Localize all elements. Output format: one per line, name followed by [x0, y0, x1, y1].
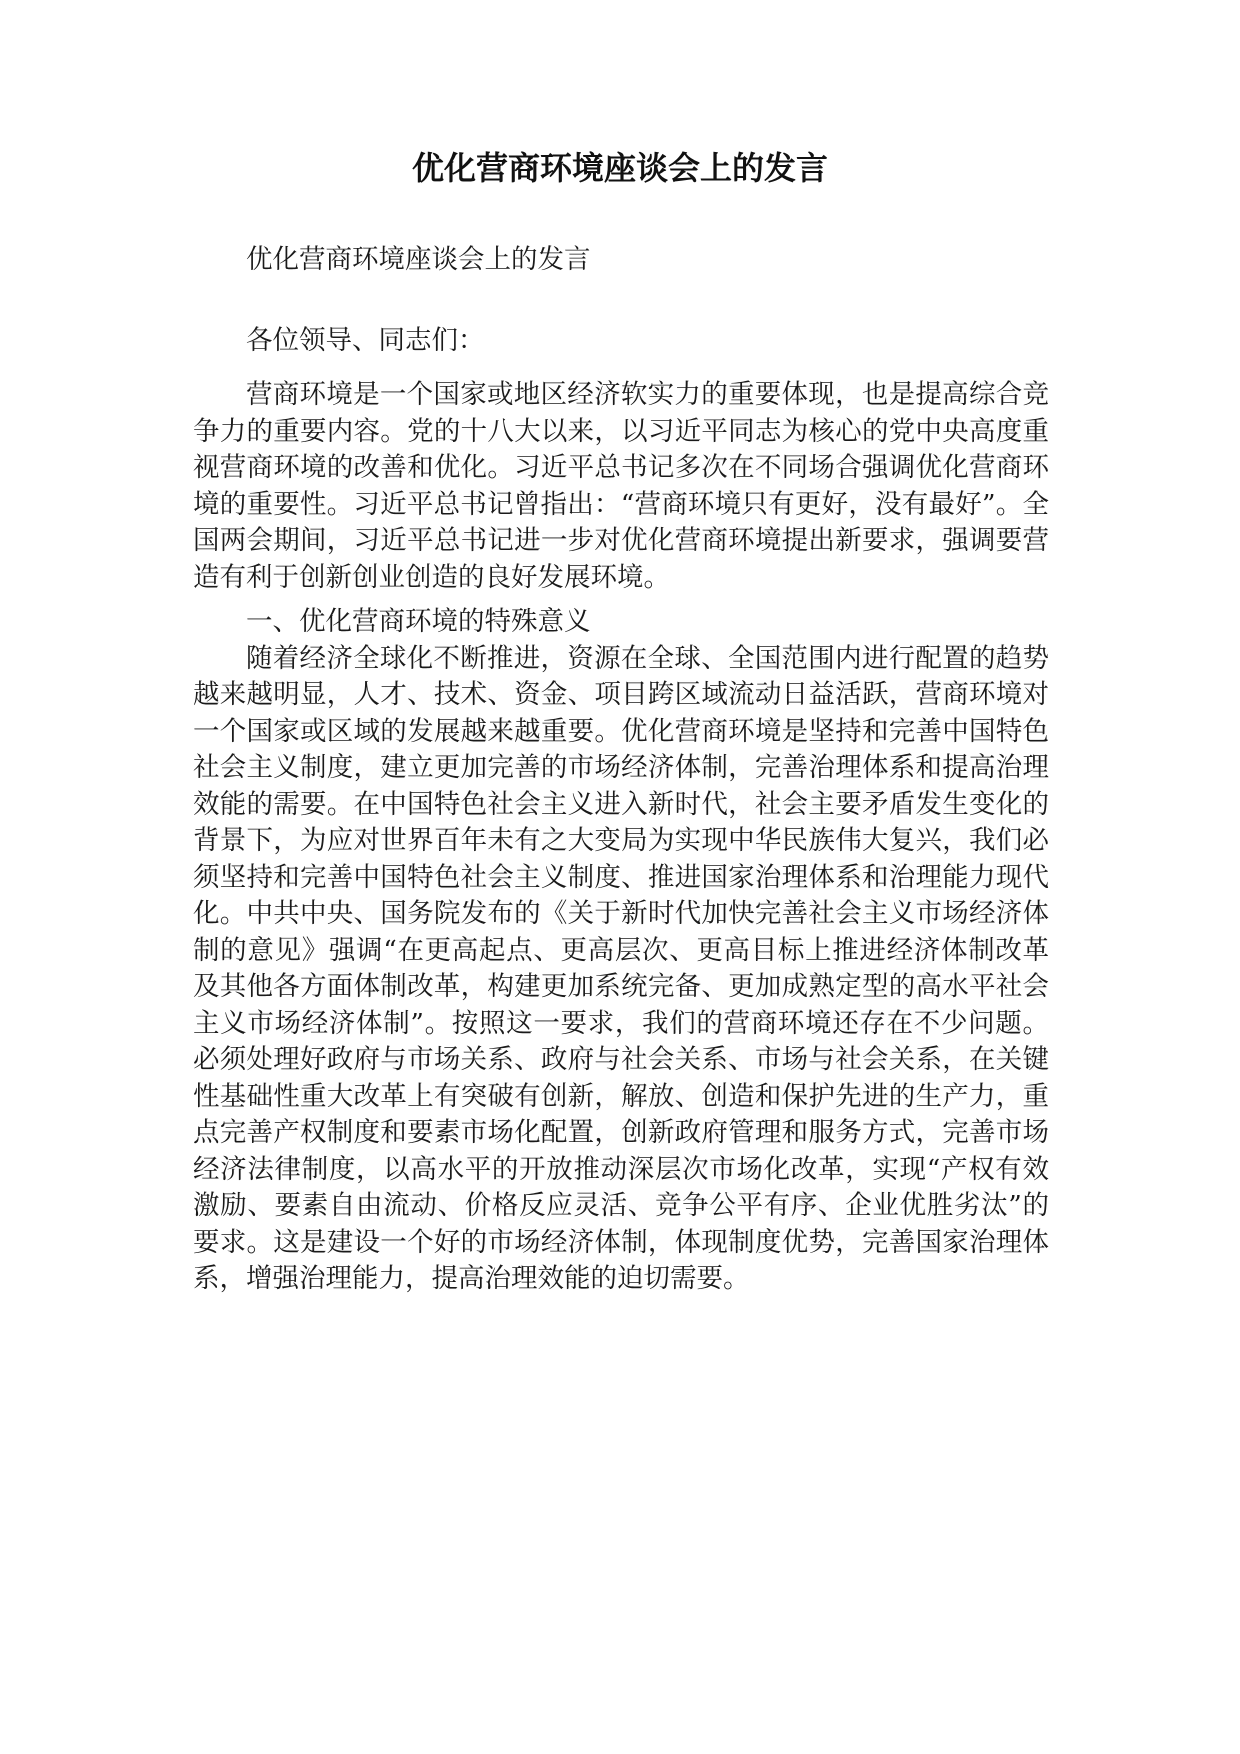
paragraph-section-1: 随着经济全球化不断推进，资源在全球、全国范围内进行配置的趋势越来越明显，人才、技术、资金、项目跨区域流动日益活跃，营商环境对一个国家或区域的发展越来越重要。优化营商环境是坚持和完善中国特色社会主义制度，建立更加完善的市场经济体制，完善治理体系和提高治理效能的需要。在中国特色社会主义进入新时代，社会主要矛盾发生变化的背景下，为应对世界百年未有之大变局为实现中华民族伟大复兴，我们必须坚持和完善中国特色社会主义制度、推进国家治理体系和治理能力现代化。中共中央、国务院发布的《关于新时代加快完善社会主义市场经济体制的意见》强调“在更高起点、更高层次、更高目标上推进经济体制改革及其他各方面体制改革，构建更加系统完备、更加成熟定型的高水平社会主义市场经济体制”。按照这一要求，我们的营商环境还存在不少问题。必须处理好政府与市场关系、政府与社会关系、市场与社会关系，在关键性基础性重大改革上有突破有创新，解放、创造和保护先进的生产力，重点完善产权制度和要素市场化配置，创新政府管理和服务方式，完善市场经济法律制度，以高水平的开放推动深层次市场化改革，实现“产权有效激励、要素自由流动、价格反应灵活、竞争公平有序、企业优胜劣汰”的要求。这是建设一个好的市场经济体制，体现制度优势，完善国家治理体系，增强治理能力，提高治理效能的迫切需要。 [193, 642, 1049, 1294]
salutation: 各位领导、同志们： [246, 324, 485, 356]
section-heading-1: 一、优化营商环境的特殊意义 [246, 606, 591, 637]
document-title: 优化营商环境座谈会上的发言 [411, 149, 828, 187]
paragraph-intro: 营商环境是一个国家或地区经济软实力的重要体现，也是提高综合竞争力的重要内容。党的十八大以来，以习近平同志为核心的党中央高度重视营商环境的改善和优化。习近平总书记多次在不同场合强调优化营商环境的重要性。习近平总书记曾指出：“营商环境只有更好，没有最好”。全国两会期间，习近平总书记进一步对优化营商环境提出新要求，强调要营造有利于创新创业创造的良好发展环境。 [193, 379, 1049, 593]
document-subtitle: 优化营商环境座谈会上的发言 [246, 244, 591, 275]
document-body [193, 242, 1049, 1298]
